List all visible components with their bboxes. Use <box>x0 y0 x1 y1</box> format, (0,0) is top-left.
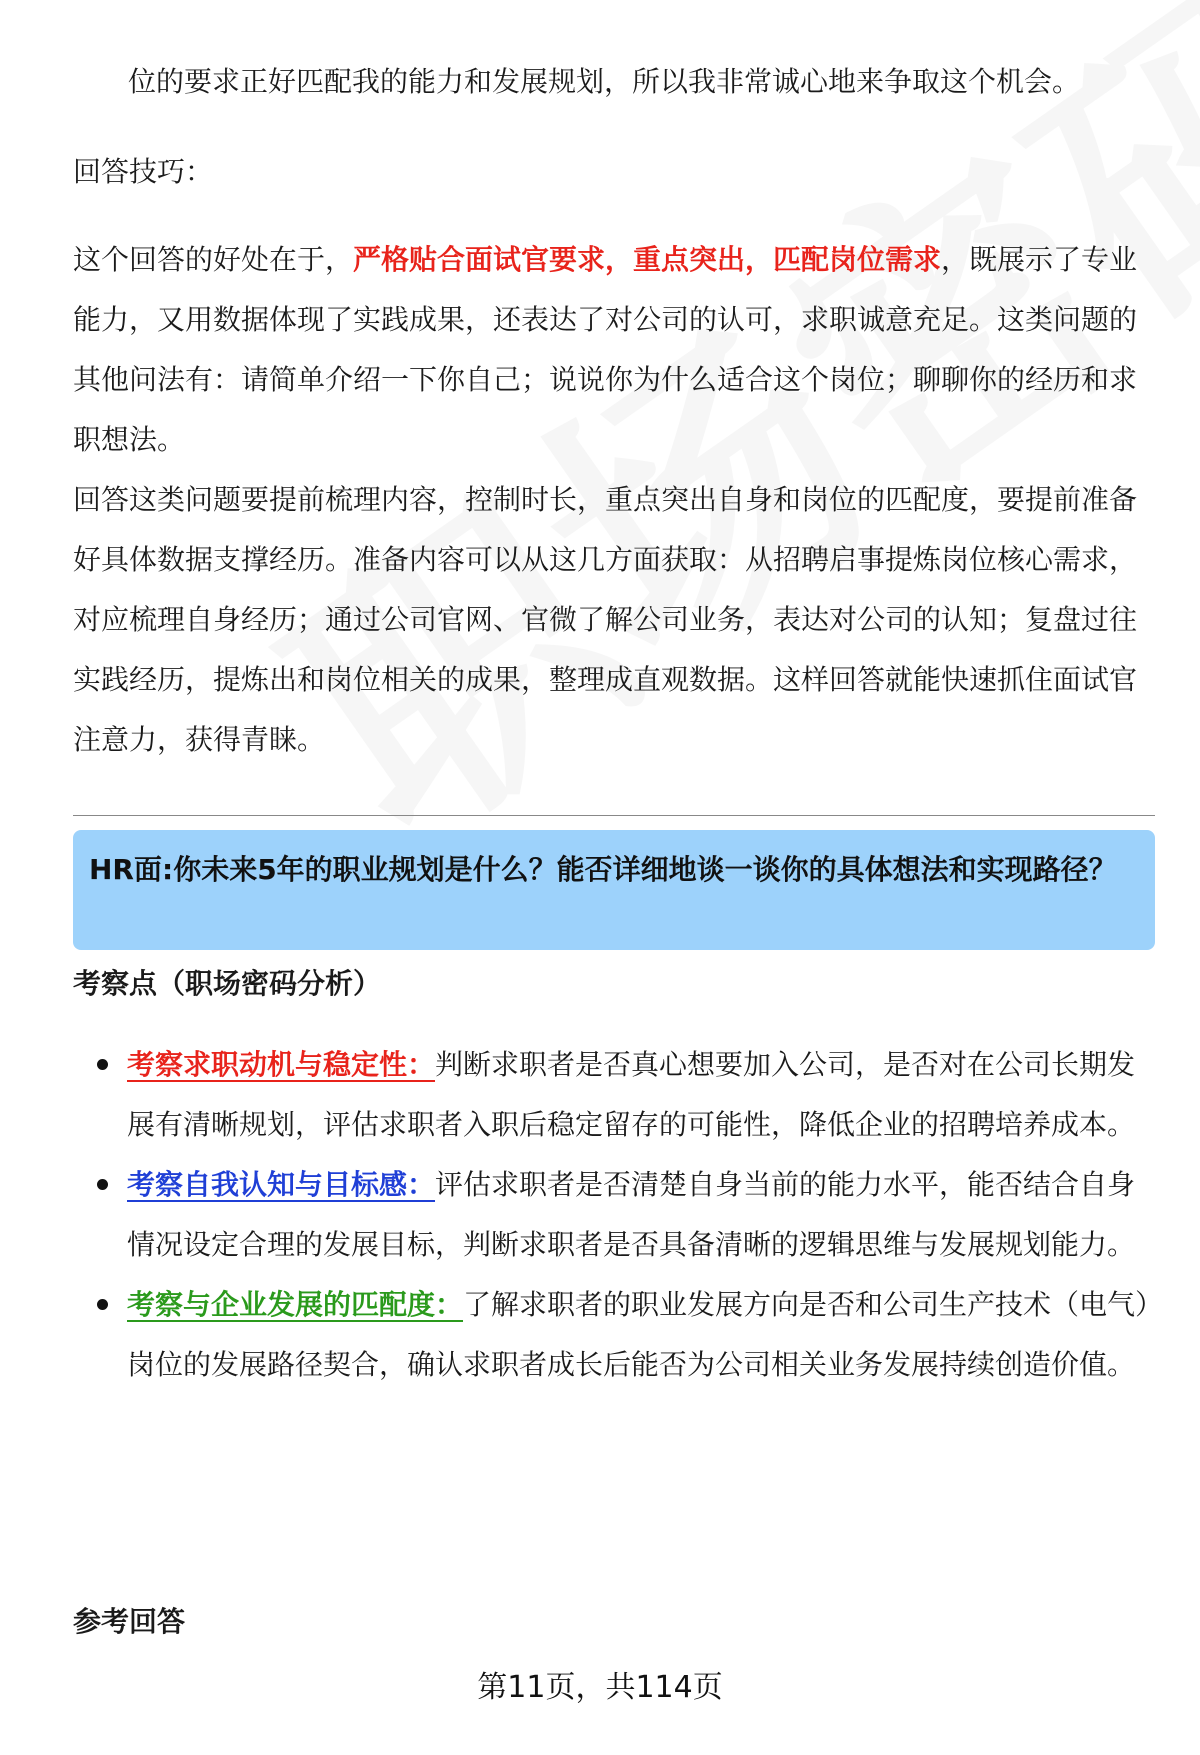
tips-label: 回答技巧： <box>73 155 214 188</box>
section-divider <box>73 815 1155 816</box>
key-point-label: 考察求职动机与稳定性： <box>127 1048 436 1081</box>
advice-paragraph: 回答这类问题要提前梳理内容，控制时长，重点突出自身和岗位的匹配度，要提前准备好具体数据支撑经历。准备内容可以从这几方面获取：从招聘启事提炼岗位核心需求，对应梳理自身经历；通过公司官网、官微了解公司业务，表达对公司的认知；复盘过往实践经历，提炼出和岗位相关的成果，整理成直观数据。这样回答就能快速抓住面试官注意力，获得青睐。 <box>73 483 1138 756</box>
key-point-item <box>73 1155 1155 1275</box>
tips-suffix: ，既展示了专业能力，又用数据体现了实践成果，还表达了对公司的认可，求职诚意充足。这类问题的其他问法有：请简单介绍一下你自己；说说你为什么适合这个岗位；聊聊你的经历和求职想法。 <box>73 243 1138 456</box>
key-point-text: 判断求职者是否真心想要加入公司，是否对在公司长期发展有清晰规划，评估求职者入职后稳定留存的可能性，降低企业的招聘培养成本。 <box>127 1048 1136 1141</box>
intro-line: 位的要求正好匹配我的能力和发展规划，所以我非常诚心地来争取这个机会。 <box>128 65 1081 98</box>
tips-paragraph <box>73 230 1155 470</box>
tips-prefix: 这个回答的好处在于， <box>73 243 354 276</box>
question-box <box>73 830 1155 950</box>
key-points-list <box>73 1035 1155 1395</box>
key-points-title: 考察点（职场密码分析） <box>73 967 382 1000</box>
question-text: HR面:你未来5年的职业规划是什么？能否详细地谈一谈你的具体想法和实现路径？ <box>89 853 1117 886</box>
key-point-text: 了解求职者的职业发展方向是否和公司生产技术（电气）岗位的发展路径契合，确认求职者成长后能否为公司相关业务发展持续创造价值。 <box>127 1288 1150 1381</box>
page-number: 第11页，共114页 <box>477 1670 723 1705</box>
key-point-label: 考察自我认知与目标感： <box>127 1168 436 1201</box>
key-point-item <box>73 1275 1155 1395</box>
key-point-text: 评估求职者是否清楚自身当前的能力水平，能否结合自身情况设定合理的发展目标，判断求职者是否具备清晰的逻辑思维与发展规划能力。 <box>127 1168 1136 1261</box>
tips-highlight: 严格贴合面试官要求，重点突出，匹配岗位需求 <box>353 243 942 276</box>
key-point-label: 考察与企业发展的匹配度： <box>127 1288 464 1321</box>
reference-answer-title: 参考回答 <box>73 1605 186 1638</box>
key-point-item <box>73 1035 1155 1155</box>
